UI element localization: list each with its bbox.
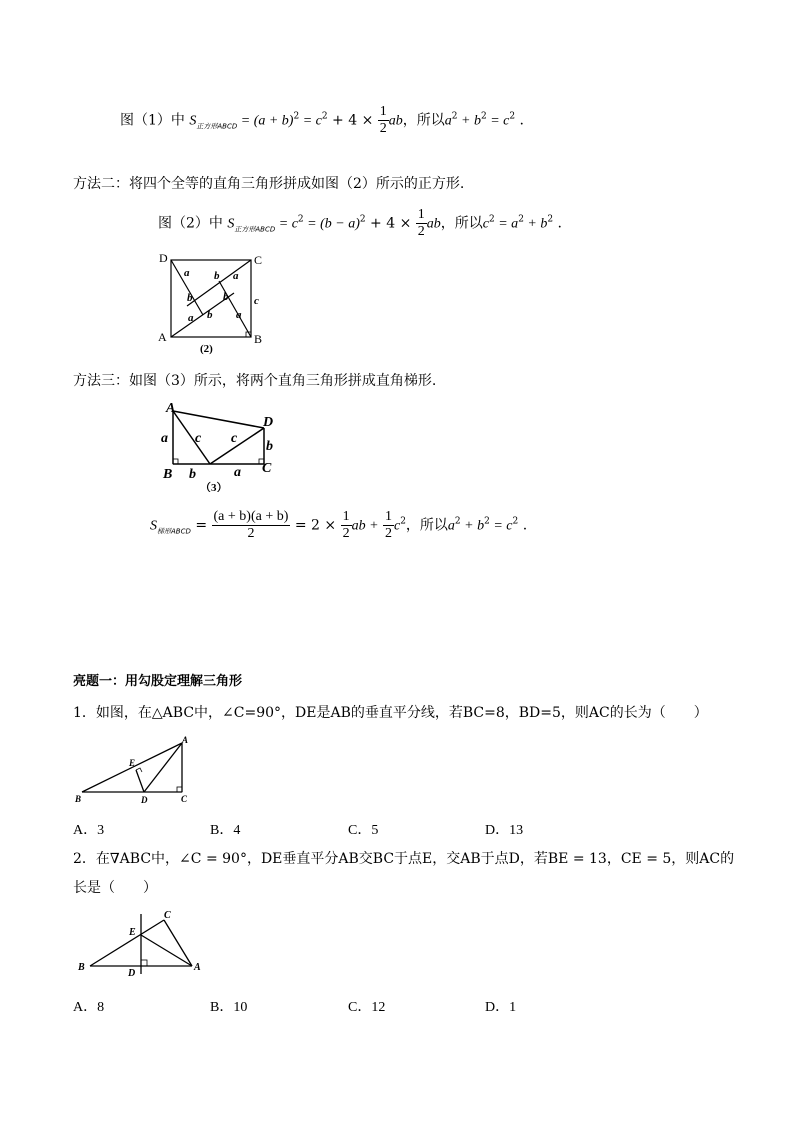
- side-BC: [90, 920, 164, 966]
- label-c: c: [254, 295, 259, 307]
- exponent: 2: [321, 111, 328, 122]
- method2-title: 方法二：将四个全等的直角三角形拼成如图（2）所示的正方形.: [73, 176, 465, 192]
- denominator: 2: [342, 526, 350, 541]
- formula-suffix: ，所以: [402, 112, 445, 129]
- numerator: 1: [384, 509, 392, 524]
- formula-part: = c: [486, 113, 510, 129]
- label-C: C: [262, 461, 272, 476]
- numerator: 1: [379, 104, 387, 119]
- label-B: B: [78, 962, 85, 973]
- q1-option-c[interactable]: C．5: [348, 823, 379, 838]
- label-a: a: [236, 309, 242, 321]
- formula-method1: [120, 104, 524, 137]
- formula-end: .: [518, 517, 528, 534]
- question-2-text-line2: 长是（ ）: [73, 880, 157, 896]
- label-C: C: [254, 253, 263, 267]
- denominator: 2: [417, 224, 425, 239]
- area-subscript: 正方形ABCD: [234, 225, 276, 234]
- label-B: B: [254, 332, 263, 346]
- figure-caption: （3）: [200, 482, 228, 492]
- label-a: a: [184, 267, 190, 279]
- q2-option-b[interactable]: B．10: [210, 1000, 248, 1015]
- fraction: [383, 509, 394, 542]
- exponent: 2: [509, 111, 516, 122]
- formula-part: ab: [426, 216, 441, 232]
- area-subscript: 梯形ABCD: [157, 527, 191, 536]
- label-a: a: [161, 431, 168, 446]
- numerator: 1: [417, 207, 425, 222]
- question-1-figure: [70, 736, 200, 808]
- label-a: a: [233, 270, 239, 282]
- fraction: [212, 509, 291, 542]
- side-AD: [173, 411, 264, 428]
- numerator: 1: [342, 509, 350, 524]
- hypotenuse-c: [173, 411, 210, 464]
- label-a: a: [234, 465, 241, 480]
- q1-option-a[interactable]: A．3: [73, 823, 105, 838]
- exponent: 2: [489, 214, 495, 225]
- outer-square: [171, 260, 251, 337]
- label-D: D: [128, 968, 136, 979]
- formula-part: = 2 ×: [290, 517, 337, 534]
- label-b: b: [189, 467, 196, 482]
- question-1-text: 1．如图，在△ABC中，∠C=90°，DE是AB的垂直平分线，若BC=8，BD=5，则AC的长为（ ）: [73, 705, 708, 721]
- formula-prefix: 图（2）中: [158, 215, 223, 232]
- label-B: B: [75, 794, 82, 804]
- label-B: B: [163, 467, 173, 482]
- exponent: 2: [454, 516, 461, 527]
- formula-end: .: [515, 112, 525, 129]
- segment-DE: [136, 770, 144, 792]
- area-symbol: S: [189, 113, 197, 129]
- figure-2-square: [150, 248, 270, 356]
- denominator: 2: [247, 526, 255, 541]
- label-A: A: [166, 401, 176, 416]
- exponent: 2: [484, 516, 490, 527]
- label-b: b: [187, 292, 193, 304]
- label-A: A: [194, 962, 201, 973]
- fraction: [378, 104, 389, 137]
- right-angle-mark: [141, 960, 147, 966]
- exponent: 2: [297, 214, 304, 225]
- segment-AD: [144, 743, 182, 792]
- q1-option-b[interactable]: B．4: [210, 823, 241, 838]
- formula-part: ab +: [351, 518, 379, 534]
- exponent: 2: [400, 516, 406, 527]
- label-C: C: [181, 794, 188, 804]
- exponent: 2: [547, 214, 554, 225]
- segment: [219, 281, 251, 337]
- label-D: D: [141, 795, 148, 805]
- fraction: [341, 509, 352, 542]
- formula-part: + b: [457, 113, 481, 129]
- label-A: A: [182, 736, 189, 745]
- area-symbol: S: [150, 518, 157, 534]
- label-C: C: [164, 910, 171, 921]
- section-title: 亮题一：用勾股定理解三角形: [73, 674, 243, 689]
- question-2-text-line1: 2．在∇ABC中，∠C = 90°，DE垂直平分AB交BC于点E，交AB于点D，若BE = 13，CE = 5，则AC的: [73, 851, 735, 867]
- label-c: c: [195, 431, 202, 446]
- formula-part: + b: [523, 216, 548, 232]
- formula-method2: [158, 207, 562, 240]
- formula-prefix: 图（1）中: [120, 112, 185, 129]
- formula-part: ab: [388, 113, 403, 129]
- formula-suffix: ，所以: [440, 215, 483, 232]
- question-2-figure: [70, 906, 210, 984]
- label-D: D: [159, 251, 168, 265]
- formula-method3: $S_{梯形ABCD}$ = $\frac{(a + b)(a + b)}{2}$ = 2 × $\frac{1}{2}$ ab + $\frac{1}{2}$ $c^2$，所以$a^2 + b^2 = c^2$ .: [150, 509, 528, 541]
- formula-part: + 4 ×: [327, 112, 374, 129]
- label-E: E: [129, 927, 136, 938]
- formula-part: = c: [275, 216, 298, 232]
- formula-part: a: [447, 518, 455, 534]
- segment-EA: [141, 935, 192, 966]
- method3-title: 方法三：如图（3）所示，将两个直角三角形拼成直角梯形.: [73, 373, 437, 389]
- area-subscript: 正方形ABCD: [196, 122, 238, 131]
- label-b: b: [214, 270, 220, 282]
- label-b: b: [266, 439, 273, 454]
- q2-option-a[interactable]: A．8: [73, 1000, 105, 1015]
- exponent: 2: [359, 214, 366, 225]
- label-b: b: [207, 309, 213, 321]
- fraction: [416, 207, 427, 240]
- exponent: 2: [480, 111, 487, 122]
- denominator: 2: [384, 526, 392, 541]
- label-a: a: [188, 312, 194, 324]
- exponent: 2: [518, 214, 524, 225]
- numerator: (a + b)(a + b): [213, 509, 289, 524]
- formula-part: c: [482, 216, 489, 232]
- exponent: 2: [293, 111, 300, 122]
- formula-part: = a: [494, 216, 519, 232]
- segment: [187, 260, 251, 306]
- formula-part: = (b − a): [303, 216, 360, 232]
- q2-option-c[interactable]: C．12: [348, 1000, 386, 1015]
- formula-part: = c: [489, 518, 513, 534]
- right-angle-mark: [177, 787, 182, 792]
- exponent: 2: [512, 516, 519, 527]
- area-symbol: S: [227, 216, 235, 232]
- formula-part: c: [393, 518, 401, 534]
- figure-3-trapezoid: [155, 400, 285, 492]
- formula-part: = (a + b): [237, 113, 294, 129]
- q2-option-d[interactable]: D．1: [485, 1000, 517, 1015]
- formula-part: = c: [299, 113, 322, 129]
- label-D: D: [263, 415, 274, 430]
- label-c: c: [231, 431, 238, 446]
- formula-part: a: [444, 113, 452, 129]
- side-CA: [164, 920, 192, 966]
- formula-end: .: [553, 215, 563, 232]
- label-b: b: [223, 291, 229, 303]
- label-E: E: [129, 758, 136, 768]
- exponent: 2: [451, 111, 458, 122]
- figure-caption: (2): [200, 343, 213, 355]
- formula-part: + 4 ×: [365, 215, 412, 232]
- denominator: 2: [379, 121, 387, 136]
- formula-suffix: ，所以: [405, 517, 448, 534]
- formula-part: + b: [460, 518, 485, 534]
- q1-option-d[interactable]: D．13: [485, 823, 524, 838]
- label-A: A: [158, 330, 167, 344]
